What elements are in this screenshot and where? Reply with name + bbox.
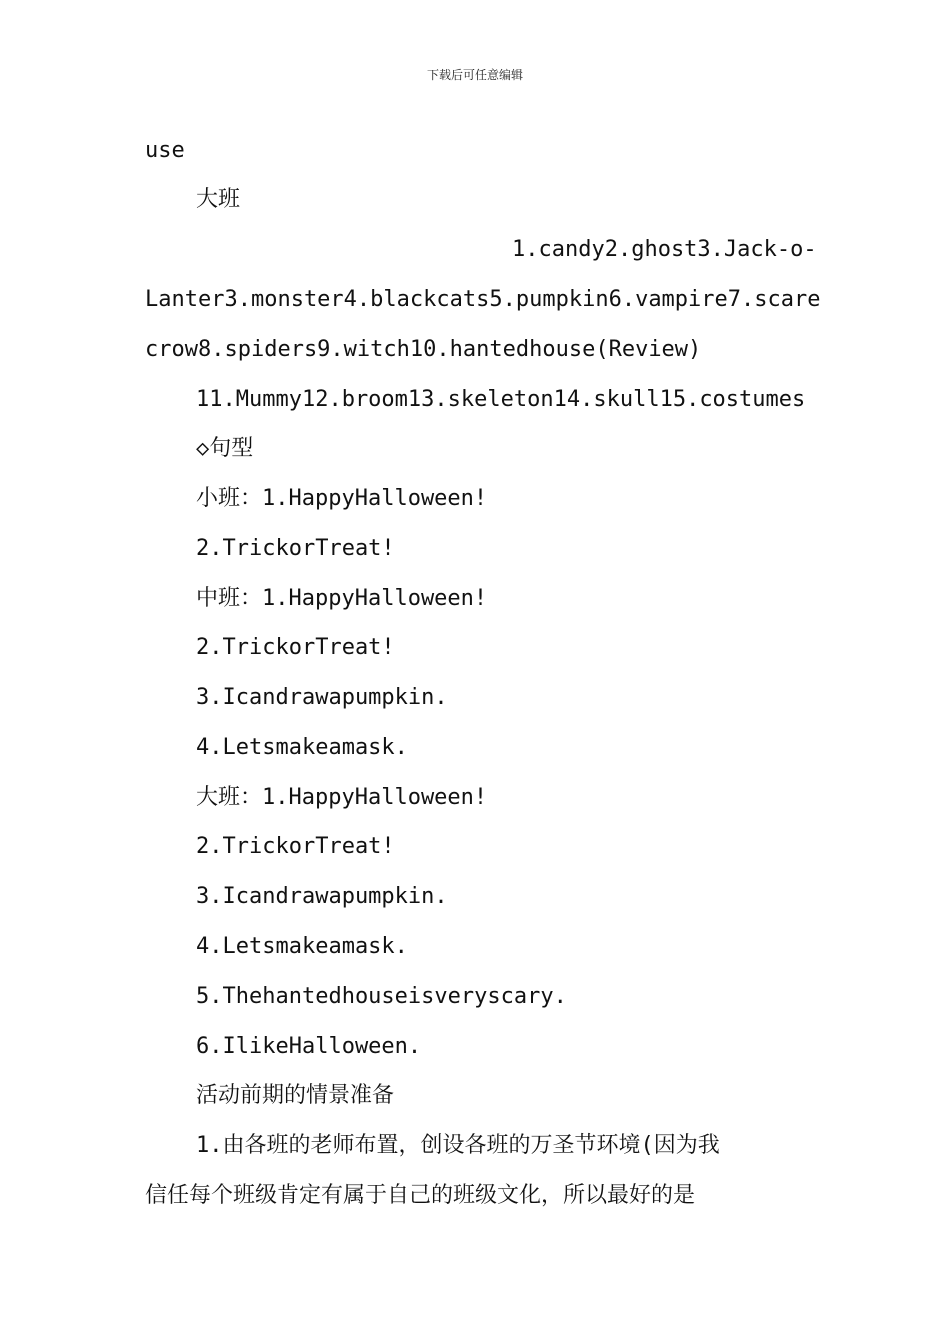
text-line: 大班：1.HappyHalloween! xyxy=(196,785,488,810)
text-line: 1.candy2.ghost3.Jack-o- xyxy=(512,237,817,262)
text-line: 3.Icandrawapumpkin. xyxy=(196,884,448,909)
text-line: crow8.spiders9.witch10.hantedhouse(Review) xyxy=(145,337,702,362)
text-line: 小班：1.HappyHalloween! xyxy=(196,486,488,511)
text-line: 4.Letsmakeamask. xyxy=(196,934,408,959)
text-line: 2.TrickorTreat! xyxy=(196,834,395,859)
section-heading: 活动前期的情景准备 xyxy=(196,1083,395,1108)
text-line: Lanter3.monster4.blackcats5.pumpkin6.vampire7.scare xyxy=(145,287,821,312)
text-line: 6.IlikeHalloween. xyxy=(196,1034,422,1059)
text-line: 2.TrickorTreat! xyxy=(196,635,395,660)
section-heading: 大班 xyxy=(196,187,241,212)
text-line: 1.由各班的老师布置，创设各班的万圣节环境(因为我 xyxy=(196,1133,720,1158)
text-line: 2.TrickorTreat! xyxy=(196,536,395,561)
text-line: use xyxy=(145,138,185,163)
page-header: 下载后可任意编辑 xyxy=(426,68,523,82)
text-line: 4.Letsmakeamask. xyxy=(196,735,408,760)
text-line: 5.Thehantedhouseisveryscary. xyxy=(196,984,567,1009)
text-line: 11.Mummy12.broom13.skeleton14.skull15.costumes xyxy=(196,387,806,412)
text-line: 信任每个班级肯定有属于自己的班级文化，所以最好的是 xyxy=(145,1183,696,1208)
text-line: 3.Icandrawapumpkin. xyxy=(196,685,448,710)
text-line: 中班：1.HappyHalloween! xyxy=(196,586,488,611)
section-heading: ◇句型 xyxy=(196,436,254,461)
